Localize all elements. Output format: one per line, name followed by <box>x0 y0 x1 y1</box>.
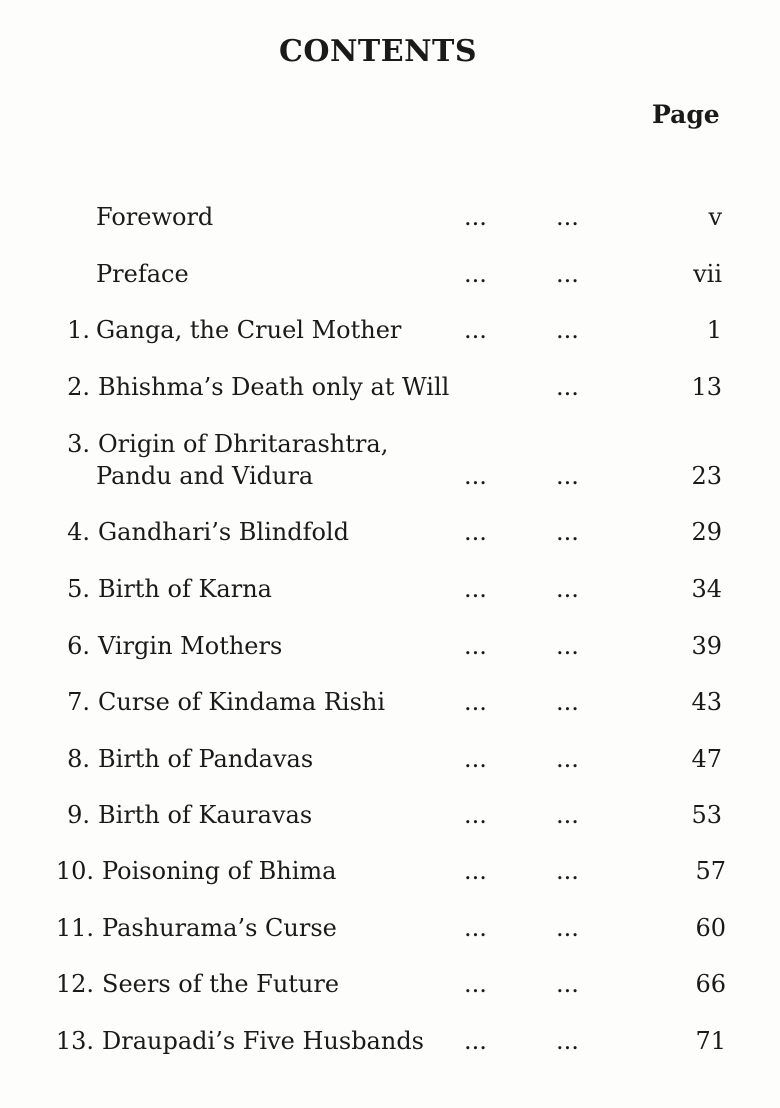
toc-entry[interactable] <box>0 203 780 243</box>
entry-title: Origin of Dhritarashtra, <box>98 430 389 458</box>
leader-dots: ... <box>556 316 579 344</box>
leader-dots: ... <box>556 203 579 231</box>
entry-number: 4. <box>67 518 90 546</box>
toc-entry[interactable] <box>0 857 780 897</box>
page-title: CONTENTS <box>278 34 478 69</box>
entry-page: 66 <box>695 970 726 998</box>
entry-title: Gandhari’s Blindfold <box>98 518 349 546</box>
toc-entry[interactable] <box>0 1027 780 1067</box>
entry-title: Poisoning of Bhima <box>102 857 337 885</box>
toc-entry[interactable] <box>0 518 780 558</box>
entry-number: 6. <box>67 632 90 660</box>
entry-title: Draupadi’s Five Husbands <box>102 1027 424 1055</box>
entry-title: Ganga, the Cruel Mother <box>96 316 402 344</box>
entry-number: 12. <box>55 970 94 998</box>
entry-title: Curse of Kindama Rishi <box>98 688 386 716</box>
leader-dots: ... <box>556 857 579 885</box>
leader-dots: ... <box>556 914 579 942</box>
leader-dots: ... <box>464 316 487 344</box>
leader-dots: ... <box>556 632 579 660</box>
toc-entry[interactable] <box>0 970 780 1010</box>
toc-entry[interactable] <box>0 316 780 356</box>
toc-entry[interactable] <box>0 632 780 672</box>
leader-dots: ... <box>464 462 487 490</box>
toc-entry[interactable] <box>0 688 780 728</box>
toc-entry[interactable] <box>0 575 780 615</box>
entry-number: 9. <box>67 801 90 829</box>
leader-dots: ... <box>464 632 487 660</box>
entry-number: 10. <box>55 857 94 885</box>
leader-dots: ... <box>556 575 579 603</box>
entry-number: 11. <box>55 914 94 942</box>
leader-dots: ... <box>464 914 487 942</box>
leader-dots: ... <box>556 745 579 773</box>
entry-title: Pashurama’s Curse <box>102 914 337 942</box>
leader-dots: ... <box>556 1027 579 1055</box>
page-column-header: Page <box>652 100 720 129</box>
leader-dots: ... <box>556 801 579 829</box>
entry-title-line2: Pandu and Vidura <box>96 462 314 490</box>
entry-number: 8. <box>67 745 90 773</box>
leader-dots: ... <box>464 801 487 829</box>
entry-title: Preface <box>96 260 189 288</box>
leader-dots: ... <box>556 462 579 490</box>
entry-number: 1. <box>67 316 90 344</box>
leader-dots: ... <box>464 203 487 231</box>
entry-page: 57 <box>695 857 726 885</box>
entry-title: Foreword <box>96 203 214 231</box>
toc-entry[interactable] <box>0 373 780 413</box>
leader-dots: ... <box>556 260 579 288</box>
toc-entry[interactable] <box>0 914 780 954</box>
entry-page: 29 <box>691 518 722 546</box>
entry-page: v <box>708 203 722 231</box>
entry-page: 1 <box>706 316 722 344</box>
entry-number: 7. <box>67 688 90 716</box>
leader-dots: ... <box>464 688 487 716</box>
entry-page: vii <box>693 260 722 288</box>
leader-dots: ... <box>464 260 487 288</box>
entry-number: 13. <box>55 1027 94 1055</box>
toc-entry[interactable] <box>0 430 780 490</box>
entry-title: Birth of Kauravas <box>98 801 313 829</box>
entry-number: 5. <box>67 575 90 603</box>
entry-page: 47 <box>691 745 722 773</box>
entry-page: 39 <box>691 632 722 660</box>
leader-dots: ... <box>464 1027 487 1055</box>
entry-page: 43 <box>691 688 722 716</box>
toc-entry[interactable] <box>0 745 780 785</box>
entry-page: 13 <box>691 373 722 401</box>
entry-page: 60 <box>695 914 726 942</box>
leader-dots: ... <box>556 970 579 998</box>
leader-dots: ... <box>556 688 579 716</box>
entry-page: 71 <box>695 1027 726 1055</box>
entry-number: 2. <box>67 373 90 401</box>
entry-page: 53 <box>691 801 722 829</box>
toc-entry[interactable] <box>0 801 780 841</box>
entry-title: Virgin Mothers <box>98 632 283 660</box>
leader-dots: ... <box>464 518 487 546</box>
entry-page: 23 <box>691 462 722 490</box>
leader-dots: ... <box>556 518 579 546</box>
leader-dots: ... <box>464 857 487 885</box>
leader-dots: ... <box>464 970 487 998</box>
leader-dots: ... <box>464 745 487 773</box>
leader-dots: ... <box>464 575 487 603</box>
entry-title: Bhishma’s Death only at Will <box>98 373 450 401</box>
entry-title: Birth of Karna <box>98 575 272 603</box>
entry-page: 34 <box>691 575 722 603</box>
leader-dots: ... <box>556 373 579 401</box>
toc-entry[interactable] <box>0 260 780 300</box>
entry-title: Seers of the Future <box>102 970 340 998</box>
entry-number: 3. <box>67 430 90 458</box>
entry-title: Birth of Pandavas <box>98 745 314 773</box>
